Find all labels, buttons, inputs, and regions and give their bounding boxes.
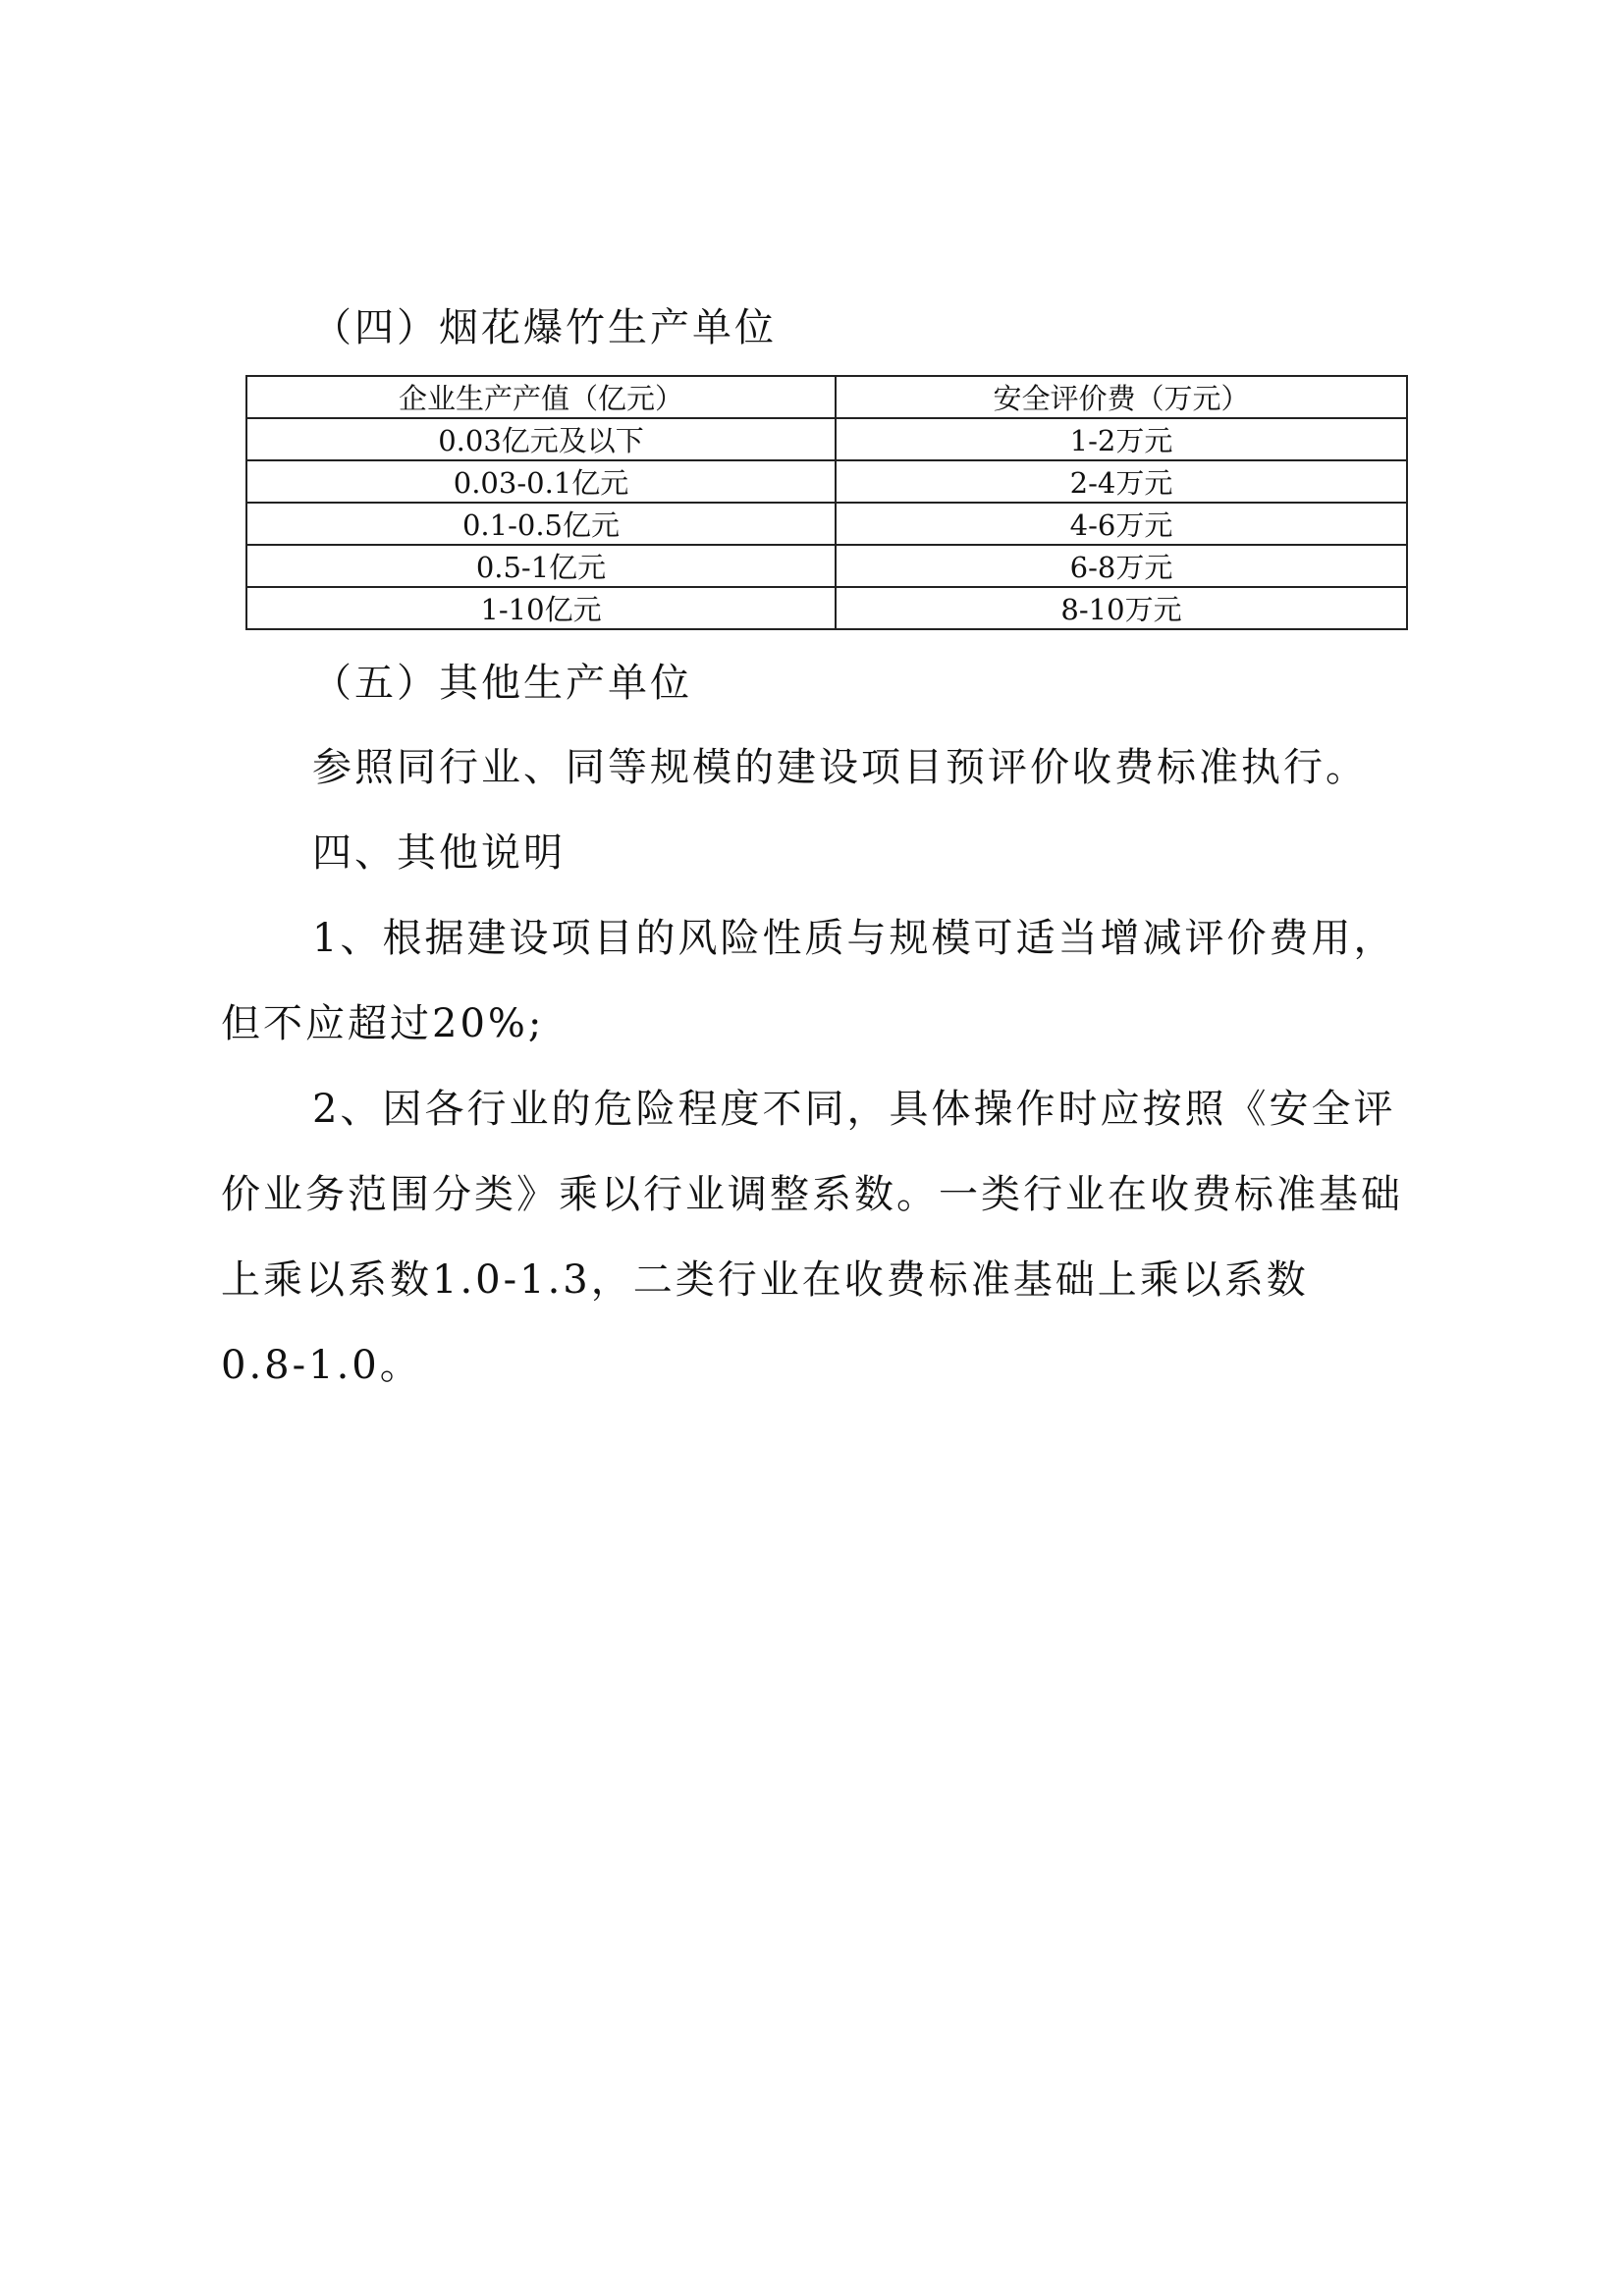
cell-output-value: 0.03-0.1亿元 [246, 460, 836, 503]
cell-output-value: 0.5-1亿元 [246, 545, 836, 587]
table-row [246, 460, 1407, 503]
note-1-line-2: 但不应超过20%; [221, 1001, 545, 1046]
cell-evaluation-fee: 6-8万元 [836, 545, 1407, 587]
cell-output-value: 1-10亿元 [246, 587, 836, 629]
header-evaluation-fee: 安全评价费（万元） [836, 376, 1407, 418]
cell-evaluation-fee: 2-4万元 [836, 460, 1407, 503]
section-5-text: 参照同行业、同等规模的建设项目预评价收费标准执行。 [312, 745, 1368, 790]
table-header-row [246, 376, 1407, 418]
note-2-line-3: 上乘以系数1.0-1.3，二类行业在收费标准基础上乘以系数 [221, 1257, 1309, 1303]
cell-evaluation-fee: 1-2万元 [836, 418, 1407, 460]
note-2-line-4: 0.8-1.0。 [221, 1343, 422, 1388]
note-2-line-2: 价业务范围分类》乘以行业调整系数。一类行业在收费标准基础 [221, 1172, 1403, 1217]
fee-table [245, 375, 1408, 630]
table-row [246, 503, 1407, 545]
cell-evaluation-fee: 4-6万元 [836, 503, 1407, 545]
section-4-heading: （四）烟花爆竹生产单位 [312, 305, 777, 350]
cell-evaluation-fee: 8-10万元 [836, 587, 1407, 629]
section-5-heading: （五）其他生产单位 [312, 661, 692, 706]
table-row [246, 587, 1407, 629]
note-2-line-1: 2、因各行业的危险程度不同，具体操作时应按照《安全评 [312, 1087, 1396, 1132]
note-1-line-1: 1、根据建设项目的风险性质与规模可适当增减评价费用， [312, 916, 1396, 961]
other-notes-heading: 四、其他说明 [312, 830, 566, 876]
header-output-value: 企业生产产值（亿元） [246, 376, 836, 418]
cell-output-value: 0.1-0.5亿元 [246, 503, 836, 545]
cell-output-value: 0.03亿元及以下 [246, 418, 836, 460]
table-row [246, 545, 1407, 587]
table-row [246, 418, 1407, 460]
